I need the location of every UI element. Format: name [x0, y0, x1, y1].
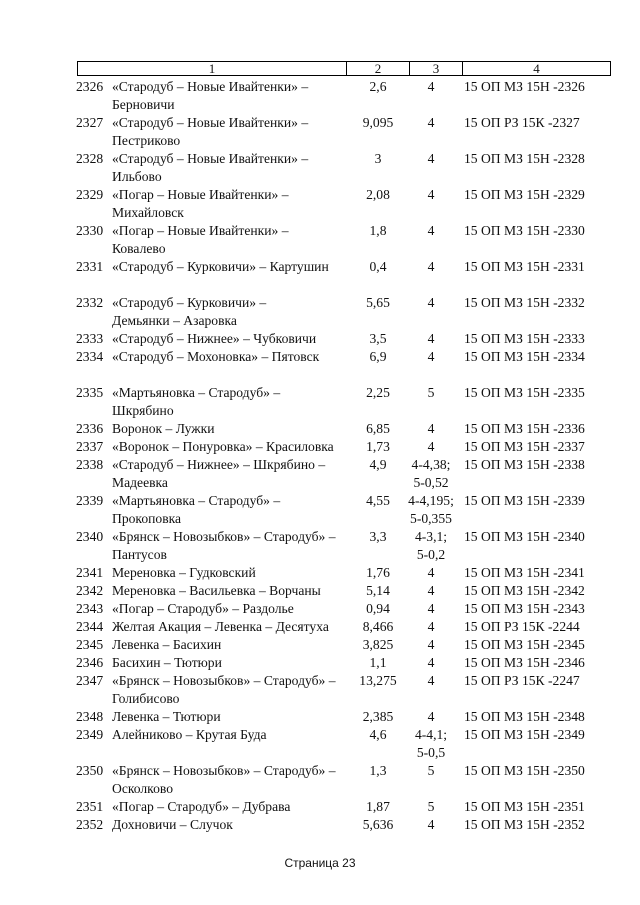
road-category-cell — [402, 150, 460, 168]
row-number: 2343 — [76, 601, 104, 616]
row-number: 2328 — [76, 151, 104, 166]
road-id-code: 15 ОП МЗ 15Н -2338 — [464, 457, 585, 472]
road-name-cell — [112, 708, 354, 726]
road-id-code: 15 ОП МЗ 15Н -2326 — [464, 79, 585, 94]
road-length: 1,8 — [369, 223, 387, 238]
road-length: 4,6 — [369, 727, 387, 742]
road-id-code: 15 ОП МЗ 15Н -2330 — [464, 223, 585, 238]
table-row — [0, 330, 640, 348]
row-number: 2339 — [76, 493, 104, 508]
page-number: Страница 23 — [284, 856, 356, 870]
road-name-line-2: Михайловск — [112, 205, 184, 220]
road-category-cell — [402, 186, 460, 204]
road-name-line-1: «Стародуб – Новые Ивайтенки» – — [112, 79, 309, 94]
road-category-cell — [402, 798, 460, 816]
table-row — [0, 528, 640, 564]
table-row — [0, 348, 640, 366]
road-category-cell — [402, 582, 460, 600]
row-number: 2350 — [76, 763, 104, 778]
row-number: 2331 — [76, 259, 104, 274]
road-name-cell — [112, 348, 354, 366]
row-number-cell — [0, 186, 112, 204]
road-length: 3,825 — [362, 637, 394, 652]
row-number: 2336 — [76, 421, 104, 436]
road-category-cell — [402, 456, 460, 492]
road-category-cell — [402, 564, 460, 582]
road-category-cell — [402, 384, 460, 402]
road-name-line-1: «Стародуб – Нижнее» – Чубковичи — [112, 331, 317, 346]
table-row — [0, 600, 640, 618]
row-number-cell — [0, 348, 112, 366]
row-number-cell — [0, 708, 112, 726]
road-name-line-1: «Воронок – Понуровка» – Красиловка — [112, 439, 334, 454]
road-category: 4 — [427, 673, 435, 688]
road-id-code: 15 ОП МЗ 15Н -2341 — [464, 565, 585, 580]
road-id-code: 15 ОП МЗ 15Н -2350 — [464, 763, 585, 778]
table-row — [0, 618, 640, 636]
road-name-cell — [112, 78, 354, 114]
row-number: 2335 — [76, 385, 104, 400]
road-id-code: 15 ОП МЗ 15Н -2352 — [464, 817, 585, 832]
road-name-line-2: Пантусов — [112, 547, 167, 562]
road-length: 1,76 — [366, 565, 390, 580]
road-id-code: 15 ОП МЗ 15Н -2331 — [464, 259, 585, 274]
row-number-cell — [0, 492, 112, 510]
road-id-code: 15 ОП РЗ 15К -2247 — [464, 673, 580, 688]
table-row — [0, 726, 640, 762]
row-number-cell — [0, 222, 112, 240]
row-number-cell — [0, 636, 112, 654]
road-category: 5 — [427, 799, 435, 814]
road-category: 4-4,195; — [408, 493, 454, 508]
row-number-cell — [0, 384, 112, 402]
road-category: 4 — [427, 223, 435, 238]
road-category-extra: 5-0,52 — [413, 475, 449, 490]
road-id-code: 15 ОП МЗ 15Н -2335 — [464, 385, 585, 400]
row-number-cell — [0, 618, 112, 636]
road-category: 5 — [427, 763, 435, 778]
road-name-cell — [112, 798, 354, 816]
road-category: 4 — [427, 259, 435, 274]
road-name-cell — [112, 456, 354, 492]
road-name-line-1: «Брянск – Новозыбков» – Стародуб» – — [112, 763, 336, 778]
road-category-cell — [402, 636, 460, 654]
road-category: 4 — [427, 331, 435, 346]
road-length: 2,6 — [369, 79, 387, 94]
row-number: 2346 — [76, 655, 104, 670]
road-name-cell — [112, 420, 354, 438]
road-name-cell — [112, 762, 354, 798]
road-category-cell — [402, 348, 460, 366]
table-row — [0, 654, 640, 672]
row-number-cell — [0, 114, 112, 132]
road-name-line-1: «Погар – Стародуб» – Раздолье — [112, 601, 294, 616]
road-name-cell — [112, 726, 354, 744]
table-row — [0, 222, 640, 258]
road-length: 5,14 — [366, 583, 390, 598]
road-name-cell — [112, 222, 354, 258]
road-id-code: 15 ОП РЗ 15К -2327 — [464, 115, 580, 130]
road-name-cell — [112, 384, 354, 420]
road-id-code: 15 ОП МЗ 15Н -2343 — [464, 601, 585, 616]
road-category-cell — [402, 600, 460, 618]
table-row — [0, 294, 640, 330]
road-name-cell — [112, 582, 354, 600]
road-category-cell — [402, 78, 460, 96]
road-name-cell — [112, 672, 354, 708]
header-col-4: 4 — [533, 61, 540, 76]
road-length: 1,3 — [369, 763, 387, 778]
row-number: 2332 — [76, 295, 104, 310]
table-row — [0, 816, 640, 834]
row-number: 2345 — [76, 637, 104, 652]
road-category: 4 — [427, 655, 435, 670]
road-length: 2,08 — [366, 187, 390, 202]
road-name-line-1: Желтая Акация – Левенка – Десятуха — [112, 619, 329, 634]
row-number: 2327 — [76, 115, 104, 130]
road-category-cell — [402, 762, 460, 780]
road-category: 4 — [427, 637, 435, 652]
road-category: 4 — [427, 439, 435, 454]
road-length: 0,94 — [366, 601, 390, 616]
road-length: 6,9 — [369, 349, 387, 364]
road-length: 5,636 — [362, 817, 394, 832]
row-number-cell — [0, 798, 112, 816]
row-number-cell — [0, 150, 112, 168]
road-id-code: 15 ОП МЗ 15Н -2342 — [464, 583, 585, 598]
road-category: 4 — [427, 295, 435, 310]
road-category: 4 — [427, 79, 435, 94]
road-name-cell — [112, 294, 354, 330]
header-col-2: 2 — [347, 62, 410, 75]
row-number-cell — [0, 420, 112, 438]
row-number-cell — [0, 330, 112, 348]
road-name-line-1: «Стародуб – Нижнее» – Шкрябино – — [112, 457, 326, 472]
road-category-extra: 5-0,355 — [410, 511, 452, 526]
row-number: 2326 — [76, 79, 104, 94]
road-name-line-1: Басихин – Тютюри — [112, 655, 222, 670]
row-number-cell — [0, 564, 112, 582]
road-category-cell — [402, 438, 460, 456]
road-name-cell — [112, 150, 354, 186]
road-name-line-1: «Стародуб – Новые Ивайтенки» – — [112, 151, 309, 166]
road-length: 5,65 — [366, 295, 390, 310]
row-number-cell — [0, 726, 112, 744]
row-number: 2347 — [76, 673, 104, 688]
road-category: 4 — [427, 421, 435, 436]
road-name-cell — [112, 258, 354, 276]
road-category-cell — [402, 708, 460, 726]
road-length: 13,275 — [359, 673, 397, 688]
row-number: 2344 — [76, 619, 104, 634]
road-length: 2,385 — [362, 709, 394, 724]
road-name-cell — [112, 618, 354, 636]
row-number-cell — [0, 654, 112, 672]
table-row — [0, 636, 640, 654]
road-name-line-2: Голибисово — [112, 691, 180, 706]
road-length: 3 — [374, 151, 382, 166]
road-category-cell — [402, 528, 460, 564]
road-name-line-2: Мадеевка — [112, 475, 168, 490]
row-number: 2349 — [76, 727, 104, 742]
road-category-cell — [402, 222, 460, 240]
table-row — [0, 384, 640, 420]
road-category-cell — [402, 816, 460, 834]
road-name-cell — [112, 564, 354, 582]
road-length: 1,73 — [366, 439, 390, 454]
road-length: 4,9 — [369, 457, 387, 472]
road-name-line-2: Ильбово — [112, 169, 162, 184]
row-number: 2351 — [76, 799, 104, 814]
road-length: 3,5 — [369, 331, 387, 346]
road-name-line-1: Левенка – Басихин — [112, 637, 222, 652]
row-number-cell — [0, 258, 112, 276]
road-id-code: 15 ОП РЗ 15К -2244 — [464, 619, 580, 634]
road-name-line-1: «Стародуб – Мохоновка» – Пятовск — [112, 349, 320, 364]
road-category: 4 — [427, 187, 435, 202]
road-name-cell — [112, 114, 354, 150]
table-row — [0, 186, 640, 222]
road-id-code: 15 ОП МЗ 15Н -2328 — [464, 151, 585, 166]
road-length: 3,3 — [369, 529, 387, 544]
row-number: 2341 — [76, 565, 104, 580]
road-name-cell — [112, 528, 354, 564]
row-number: 2333 — [76, 331, 104, 346]
road-name-line-1: «Мартьяновка – Стародуб» – — [112, 385, 281, 400]
road-length: 4,55 — [366, 493, 390, 508]
road-category: 5 — [427, 385, 435, 400]
road-category: 4 — [427, 583, 435, 598]
table-row — [0, 114, 640, 150]
road-id-code: 15 ОП МЗ 15Н -2340 — [464, 529, 585, 544]
road-length: 1,87 — [366, 799, 390, 814]
road-name-line-1: «Стародуб – Курковичи» – Картушин — [112, 259, 329, 274]
road-name-line-1: «Стародуб – Новые Ивайтенки» – — [112, 115, 309, 130]
road-category-cell — [402, 114, 460, 132]
table-row — [0, 456, 640, 492]
row-number: 2334 — [76, 349, 104, 364]
road-id-code: 15 ОП МЗ 15Н -2329 — [464, 187, 585, 202]
row-number: 2342 — [76, 583, 104, 598]
road-category: 4-4,38; — [411, 457, 451, 472]
header-col-1: 1 — [78, 62, 347, 75]
road-name-line-2: Ковалево — [112, 241, 166, 256]
road-name-line-1: Мереновка – Васильевка – Ворчаны — [112, 583, 321, 598]
row-number: 2329 — [76, 187, 104, 202]
road-name-line-1: «Погар – Стародуб» – Дубрава — [112, 799, 291, 814]
road-id-code: 15 ОП МЗ 15Н -2351 — [464, 799, 585, 814]
road-name-line-1: «Стародуб – Курковичи» – — [112, 295, 267, 310]
road-id-code: 15 ОП МЗ 15Н -2339 — [464, 493, 585, 508]
row-number: 2338 — [76, 457, 104, 472]
row-number-cell — [0, 672, 112, 690]
road-length: 2,25 — [366, 385, 390, 400]
road-name-line-1: «Брянск – Новозыбков» – Стародуб» – — [112, 529, 336, 544]
road-length: 9,095 — [362, 115, 394, 130]
table-row — [0, 420, 640, 438]
row-number: 2348 — [76, 709, 104, 724]
road-category: 4 — [427, 349, 435, 364]
road-category: 4 — [427, 565, 435, 580]
row-number-cell — [0, 582, 112, 600]
road-name-line-1: Алейниково – Крутая Буда — [112, 727, 267, 742]
row-number-cell — [0, 600, 112, 618]
row-number-cell — [0, 294, 112, 312]
road-name-line-1: «Погар – Новые Ивайтенки» – — [112, 187, 289, 202]
table-row — [0, 492, 640, 528]
road-id-code: 15 ОП МЗ 15Н -2348 — [464, 709, 585, 724]
road-id-code: 15 ОП МЗ 15Н -2346 — [464, 655, 585, 670]
road-name-cell — [112, 600, 354, 618]
road-name-line-2: Шкрябино — [112, 403, 174, 418]
header-col-3: 3 — [410, 62, 463, 75]
road-name-cell — [112, 636, 354, 654]
road-category: 4 — [427, 817, 435, 832]
road-category-extra: 5-0,5 — [416, 745, 446, 760]
table-row — [0, 564, 640, 582]
road-category: 4 — [427, 151, 435, 166]
road-category-cell — [402, 726, 460, 762]
road-category-extra: 5-0,2 — [416, 547, 446, 562]
row-number: 2340 — [76, 529, 104, 544]
road-name-cell — [112, 330, 354, 348]
road-category: 4-3,1; — [414, 529, 448, 544]
road-category: 4 — [427, 619, 435, 634]
road-length: 0,4 — [369, 259, 387, 274]
road-id-code: 15 ОП МЗ 15Н -2337 — [464, 439, 585, 454]
road-length: 8,466 — [362, 619, 394, 634]
road-name-line-1: «Погар – Новые Ивайтенки» – — [112, 223, 289, 238]
table-row — [0, 258, 640, 276]
road-name-line-1: Дохновичи – Случок — [112, 817, 233, 832]
table-row — [0, 672, 640, 708]
road-category-cell — [402, 492, 460, 528]
table-header — [77, 61, 611, 76]
road-name-line-1: «Мартьяновка – Стародуб» – — [112, 493, 281, 508]
row-number: 2352 — [76, 817, 104, 832]
road-name-line-2: Осколково — [112, 781, 173, 796]
table-row — [0, 150, 640, 186]
road-name-line-2: Демьянки – Азаровка — [112, 313, 237, 328]
road-name-line-1: «Брянск – Новозыбков» – Стародуб» – — [112, 673, 336, 688]
road-category-cell — [402, 672, 460, 690]
road-id-code: 15 ОП МЗ 15Н -2333 — [464, 331, 585, 346]
row-number-cell — [0, 762, 112, 780]
road-id-code: 15 ОП МЗ 15Н -2332 — [464, 295, 585, 310]
road-name-cell — [112, 438, 354, 456]
road-name-line-1: Мереновка – Гудковский — [112, 565, 256, 580]
row-number: 2330 — [76, 223, 104, 238]
road-category-cell — [402, 294, 460, 312]
road-name-line-2: Прокоповка — [112, 511, 182, 526]
table-row — [0, 762, 640, 798]
road-id-code: 15 ОП МЗ 15Н -2345 — [464, 637, 585, 652]
road-category-cell — [402, 618, 460, 636]
road-length: 6,85 — [366, 421, 390, 436]
road-category-cell — [402, 330, 460, 348]
table-row — [0, 78, 640, 114]
row-number-cell — [0, 456, 112, 474]
road-name-cell — [112, 186, 354, 222]
road-length: 1,1 — [369, 655, 387, 670]
row-number-cell — [0, 438, 112, 456]
road-id-code: 15 ОП МЗ 15Н -2334 — [464, 349, 585, 364]
road-name-line-1: Левенка – Тютюри — [112, 709, 221, 724]
row-number-cell — [0, 816, 112, 834]
table-row — [0, 438, 640, 456]
row-number-cell — [0, 528, 112, 546]
row-number: 2337 — [76, 439, 104, 454]
row-number-cell — [0, 78, 112, 96]
table-row — [0, 798, 640, 816]
road-id-code: 15 ОП МЗ 15Н -2349 — [464, 727, 585, 742]
road-name-cell — [112, 816, 354, 834]
table-row — [0, 708, 640, 726]
road-id-code: 15 ОП МЗ 15Н -2336 — [464, 421, 585, 436]
road-name-cell — [112, 654, 354, 672]
road-category: 4-4,1; — [414, 727, 448, 742]
road-name-line-2: Берновичи — [112, 97, 175, 112]
road-name-cell — [112, 492, 354, 528]
table-row — [0, 582, 640, 600]
road-category-cell — [402, 654, 460, 672]
road-category: 4 — [427, 601, 435, 616]
road-category-cell — [402, 420, 460, 438]
road-name-line-2: Пестриково — [112, 133, 181, 148]
road-category: 4 — [427, 709, 435, 724]
road-category-cell — [402, 258, 460, 276]
road-name-line-1: Воронок – Лужки — [112, 421, 215, 436]
road-category: 4 — [427, 115, 435, 130]
table-body — [0, 78, 640, 834]
